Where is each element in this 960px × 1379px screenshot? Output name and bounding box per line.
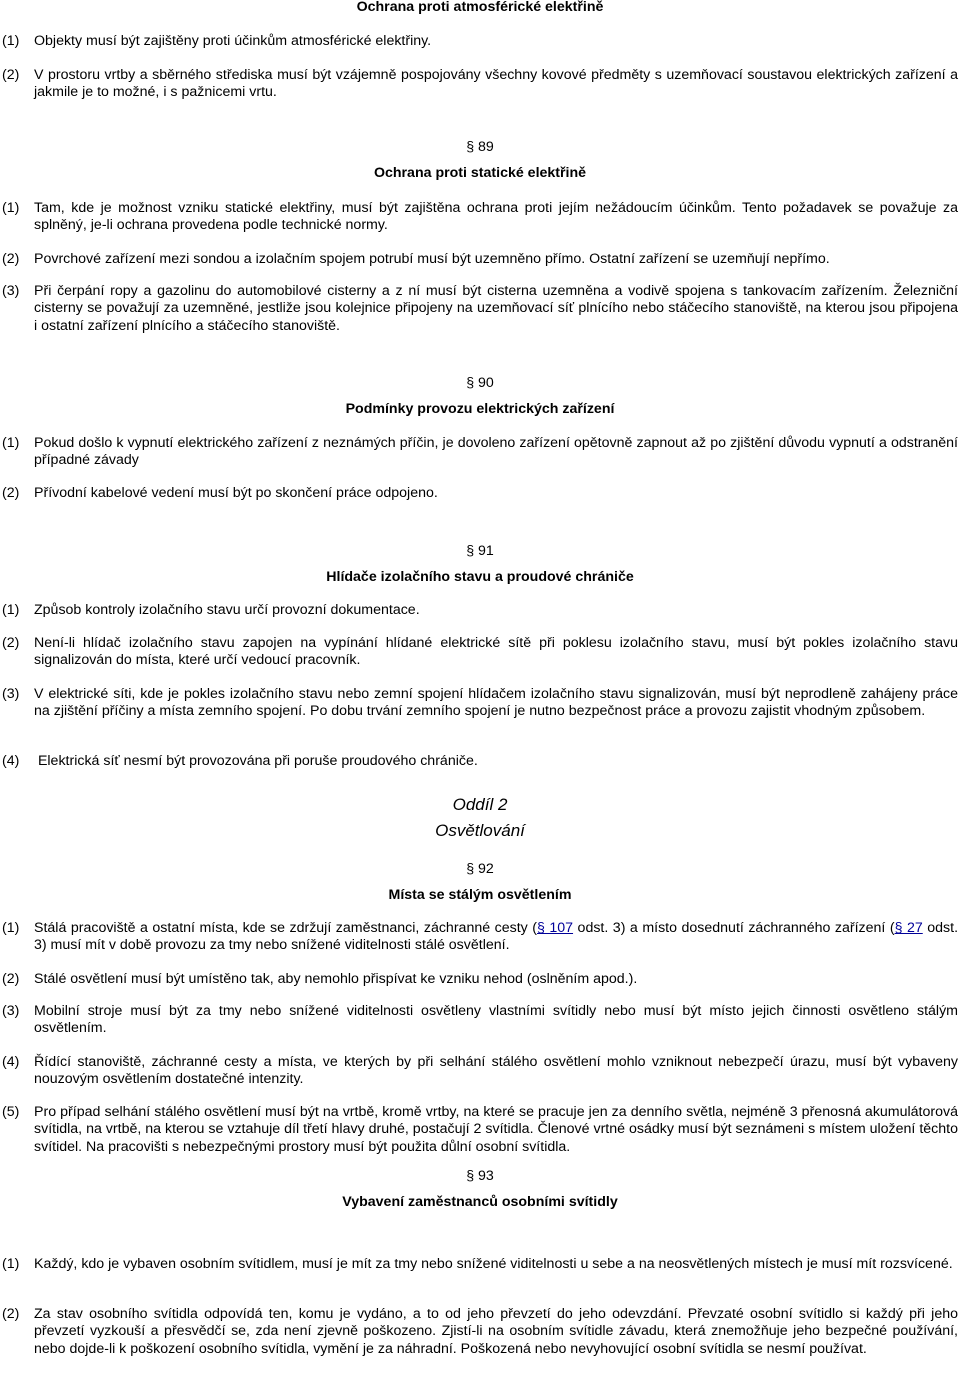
paragraph-number: (2) [2, 485, 20, 501]
section-title-90: Podmínky provozu elektrických zařízení [345, 401, 615, 417]
paragraph-text [34, 920, 958, 955]
paragraph-text: Objekty musí být zajištěny proti účinkům atmosférické elektřiny. [34, 33, 432, 49]
paragraph-89-3 [0, 283, 960, 335]
paragraph-text: Způsob kontroly izolačního stavu určí provozní dokumentace. [34, 602, 420, 618]
paragraph-92-1 [0, 920, 960, 955]
paragraph-92-5 [0, 1104, 960, 1156]
paragraph-90-2 [0, 485, 960, 502]
paragraph-text: Pokud došlo k vypnutí elektrického zařízení z neznámých příčin, je dovoleno zařízení opětovně zapnout až po zjištění důvodu vypnutí a odstranění případné závady [34, 435, 958, 469]
paragraph-text: Při čerpání ropy a gazolinu do automobilové cisterny a z ní musí být cisterna uzemněna a vodivě spojena s tankovacím zařízením. Železniční cisterny se považují za uzemněné, jestliže jsou kolejnice připojeny na uzemňovací síť plnícího nebo stáčecího stanoviště, na kterou jsou připojena i ostatní zařízení plnícího a stáčecího stanoviště. [34, 283, 958, 334]
paragraph-91-2 [0, 635, 960, 670]
paragraph-number: (2) [2, 67, 20, 83]
paragraph-atm-2 [0, 67, 960, 102]
paragraph-number: (2) [2, 1306, 20, 1322]
paragraph-number: (1) [2, 200, 20, 216]
paragraph-number: (1) [2, 435, 20, 451]
section-title-93: Vybavení zaměstnanců osobními svítidly [342, 1194, 618, 1210]
section-number-93: § 93 [466, 1168, 494, 1184]
paragraph-89-2 [0, 251, 960, 268]
section-title-92: Místa se stálým osvětlením [388, 887, 572, 903]
paragraph-89-1 [0, 200, 960, 235]
paragraph-91-1 [0, 602, 960, 619]
paragraph-text: Není-li hlídač izolačního stavu zapojen na vypínání hlídané elektrické sítě při poklesu izolačního stavu, musí být pokles izolačního stavu signalizován do místa, které určí vedoucí pracovník. [34, 635, 958, 669]
paragraph-number: (1) [2, 1256, 20, 1272]
paragraph-number: (1) [2, 602, 20, 618]
paragraph-text: Tam, kde je možnost vzniku statické elektřiny, musí být zajištěna ochrana proti jejím nežádoucím účinkům. Tento požadavek se považuje za splněný, je-li ochrana provedena podle technické normy. [34, 200, 958, 234]
paragraph-91-4 [0, 753, 960, 770]
section-title-91: Hlídače izolačního stavu a proudové chrániče [326, 569, 634, 585]
cross-reference-link-27[interactable]: § 27 [894, 920, 923, 936]
section-number-90: § 90 [466, 375, 494, 391]
paragraph-number: (3) [2, 283, 20, 299]
section-number-91: § 91 [466, 543, 494, 559]
division-title: Osvětlování [435, 821, 525, 840]
paragraph-text: Mobilní stroje musí být za tmy nebo snížené viditelnosti osvětleny vlastními svítidly nebo musí být místo jejich činnosti osvětleno stálým osvětlením. [34, 1003, 958, 1037]
heading-atmospheric-electricity: Ochrana proti atmosférické elektřině [356, 0, 604, 15]
paragraph-number: (2) [2, 251, 20, 267]
division-label: Oddíl 2 [452, 795, 508, 814]
paragraph-text: Pro případ selhání stálého osvětlení musí být na vrtbě, kromě vrtby, na které se pracuje jen za denního světla, nejméně 3 přenosná akumulátorová svítidla, na vrtbě, na kterou se vztahuje díl třetí hlavy druhé, postačují 2 svítidla. Členové vrtné osádky musí být seznámeni s místem uložení těchto svítidel. Na pracovišti s nebezpečnými prostory musí být použita důlní osobní svítidla. [34, 1104, 958, 1155]
paragraph-number: (4) [2, 1054, 20, 1070]
paragraph-text: Elektrická síť nesmí být provozována při poruše proudového chrániče. [34, 753, 478, 769]
paragraph-number: (2) [2, 635, 20, 651]
paragraph-text: Přívodní kabelové vedení musí být po skončení práce odpojeno. [34, 485, 438, 501]
paragraph-93-1 [0, 1256, 960, 1273]
paragraph-number: (3) [2, 686, 20, 702]
paragraph-92-4 [0, 1054, 960, 1089]
paragraph-text-part: odst. 3) a místo dosednutí záchranného zařízení ( [573, 920, 895, 936]
paragraph-text: Povrchové zařízení mezi sondou a izolačním spojem potrubí musí být uzemněno přímo. Ostatní zařízení se uzemňují nepřímo. [34, 251, 830, 267]
paragraph-number: (2) [2, 971, 20, 987]
section-number-89: § 89 [466, 139, 494, 155]
paragraph-91-3 [0, 686, 960, 721]
paragraph-number: (1) [2, 920, 20, 936]
paragraph-number: (4) [2, 753, 20, 769]
paragraph-text: Každý, kdo je vybaven osobním svítidlem, musí je mít za tmy nebo snížené viditelnosti u sebe a na neosvětlených místech je musí mít rozsvícené. [34, 1256, 953, 1272]
paragraph-92-2 [0, 971, 960, 988]
paragraph-text: Stálé osvětlení musí být umístěno tak, aby nemohlo přispívat ke vzniku nehod (oslněním apod.). [34, 971, 638, 987]
paragraph-92-3 [0, 1003, 960, 1038]
cross-reference-link-107[interactable]: § 107 [536, 920, 574, 936]
paragraph-atm-1 [0, 33, 960, 50]
paragraph-text: V prostoru vrtby a sběrného střediska musí být vzájemně pospojovány všechny kovové předměty s uzemňovací soustavou elektrických zařízení a jakmile je to možné, i s pažnicemi vrtu. [34, 67, 958, 101]
paragraph-text: Za stav osobního svítidla odpovídá ten, komu je vydáno, a to od jeho převzetí do jeho odevzdání. Převzaté osobní svítidlo si každý při jeho převzetí vyzkouší a přesvědčí se, zda není zjevně poškozeno. Zjistí-li na osobním svítidle závadu, která znemožňuje jeho bezpečné používání, nebo dojde-li k poškození osobního svítidla, vymění je za náhradní. Poškozená nebo nevyhovující osobní svítidla se nesmí používat. [34, 1306, 958, 1357]
paragraph-number: (1) [2, 33, 20, 49]
paragraph-number: (3) [2, 1003, 20, 1019]
section-title-89: Ochrana proti statické elektřině [373, 165, 587, 181]
paragraph-number: (5) [2, 1104, 20, 1120]
paragraph-90-1 [0, 435, 960, 470]
paragraph-93-2 [0, 1306, 960, 1358]
paragraph-text: V elektrické síti, kde je pokles izolačního stavu nebo zemní spojení hlídačem izolačního stavu signalizován, musí být neprodleně zahájeny práce na zjištění příčiny a místa zemního spojení. Po dobu trvání zemního spojení je nutno bezpečnost práce a provozu zajistit vhodným způsobem. [34, 686, 958, 720]
paragraph-text-part: odst. 3) musí mít v době provozu za tmy nebo snížené viditelnosti stálé osvětlení. [34, 920, 959, 954]
paragraph-text: Řídící stanoviště, záchranné cesty a místa, ve kterých by při selhání stálého osvětlení mohlo vzniknout nebezpečí úrazu, musí být vybaveny nouzovým osvětlením dostatečné intenzity. [34, 1054, 958, 1088]
paragraph-text-part: Stálá pracoviště a ostatní místa, kde se zdržují zaměstnanci, záchranné cesty ( [34, 920, 537, 936]
section-number-92: § 92 [466, 861, 494, 877]
